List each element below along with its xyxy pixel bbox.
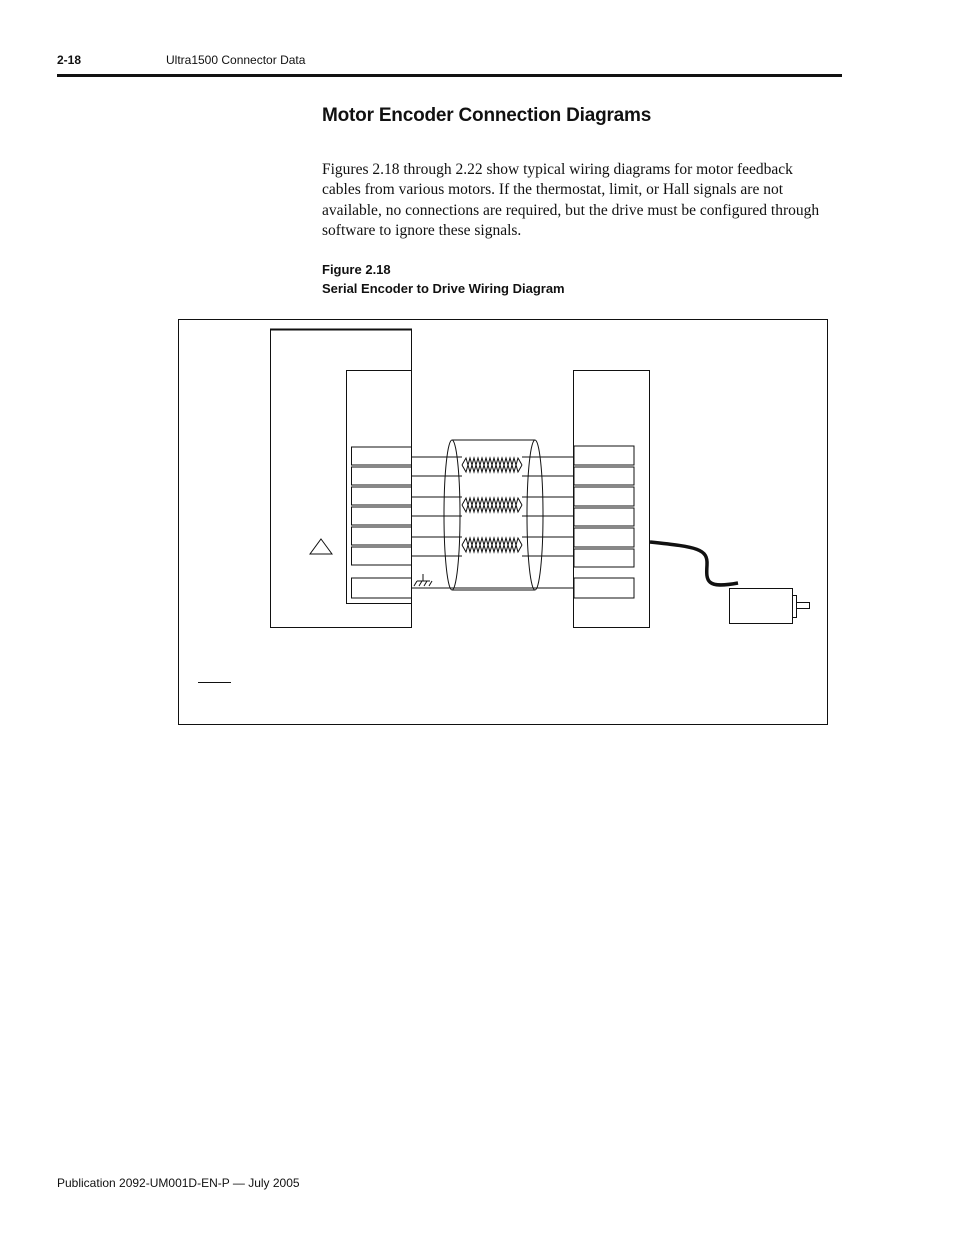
- cable-conductors: [412, 457, 574, 588]
- motor-lead-cable: [650, 542, 738, 585]
- chassis-ground-icon: [414, 574, 432, 586]
- publication-footer: Publication 2092-UM001D-EN-P — July 2005: [57, 1176, 300, 1190]
- attention-triangle-icon: [310, 539, 332, 554]
- figure-number: Figure 2.18: [322, 262, 391, 277]
- twisted-pairs: [462, 458, 522, 552]
- header-rule: [57, 74, 842, 77]
- chapter-title: Ultra1500 Connector Data: [166, 53, 306, 67]
- cable-shield: [444, 440, 543, 590]
- motor-icon: [730, 589, 810, 624]
- section-paragraph: Figures 2.18 through 2.22 show typical wiring diagrams for motor feedback cables from various motors. If the thermostat, limit, or Hall signals are not available, no connections are required, but the drive must be configured through software to ignore these signals.: [322, 161, 820, 240]
- motor-connector-terminals: [574, 446, 634, 598]
- wiring-diagram: [178, 319, 828, 725]
- page-number: 2-18: [57, 53, 82, 67]
- drive-terminals: [352, 447, 412, 598]
- section-title: Motor Encoder Connection Diagrams: [322, 105, 652, 126]
- figure-frame: [179, 320, 828, 725]
- figure-caption: Serial Encoder to Drive Wiring Diagram: [322, 281, 565, 296]
